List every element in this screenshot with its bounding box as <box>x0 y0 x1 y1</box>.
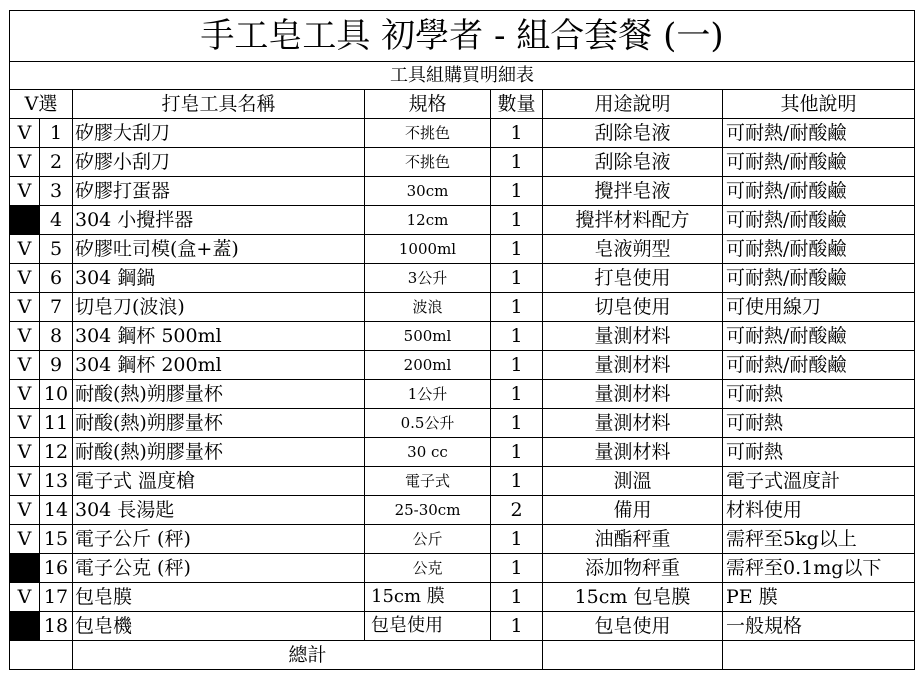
item-other-cell: 可耐熱/耐酸鹼 <box>723 206 915 235</box>
item-qty-cell: 1 <box>491 119 543 148</box>
item-number-cell: 10 <box>40 380 73 409</box>
select-mark-cell[interactable] <box>10 206 40 235</box>
item-name-cell: 矽膠小刮刀 <box>73 148 365 177</box>
item-use-cell: 量測材料 <box>543 380 723 409</box>
table-row <box>10 177 915 206</box>
item-name-cell: 304 鋼鍋 <box>73 264 365 293</box>
item-number-cell: 17 <box>40 583 73 612</box>
item-name-cell: 切皂刀(波浪) <box>73 293 365 322</box>
select-mark-cell[interactable]: V <box>10 438 40 467</box>
header-qty: 數量 <box>491 90 543 119</box>
item-qty-cell: 1 <box>491 264 543 293</box>
item-use-cell: 量測材料 <box>543 409 723 438</box>
sheet-title: 手工皂工具 初學者 - 組合套餐 (一) <box>10 11 915 62</box>
item-spec-cell: 12cm <box>365 206 491 235</box>
item-use-cell: 量測材料 <box>543 351 723 380</box>
item-use-cell: 刮除皂液 <box>543 119 723 148</box>
table-row <box>10 467 915 496</box>
item-number-cell: 15 <box>40 525 73 554</box>
item-qty-cell: 1 <box>491 293 543 322</box>
header-name: 打皂工具名稱 <box>73 90 365 119</box>
item-qty-cell: 1 <box>491 351 543 380</box>
table-row <box>10 235 915 264</box>
table-row <box>10 119 915 148</box>
item-number-cell: 14 <box>40 496 73 525</box>
table-row <box>10 380 915 409</box>
item-number-cell: 11 <box>40 409 73 438</box>
table-row <box>10 496 915 525</box>
table-row <box>10 438 915 467</box>
item-name-cell: 耐酸(熱)朔膠量杯 <box>73 409 365 438</box>
item-name-cell: 電子公斤 (秤) <box>73 525 365 554</box>
item-name-cell: 包皂機 <box>73 612 365 641</box>
item-number-cell: 5 <box>40 235 73 264</box>
item-qty-cell: 1 <box>491 583 543 612</box>
table-row <box>10 148 915 177</box>
item-use-cell: 量測材料 <box>543 322 723 351</box>
item-qty-cell: 1 <box>491 467 543 496</box>
item-name-cell: 304 鋼杯 500ml <box>73 322 365 351</box>
table-row <box>10 612 915 641</box>
item-number-cell: 9 <box>40 351 73 380</box>
table-row <box>10 409 915 438</box>
total-label: 總計 <box>73 641 543 670</box>
item-other-cell: 可耐熱 <box>723 438 915 467</box>
item-number-cell: 4 <box>40 206 73 235</box>
item-spec-cell: 25-30cm <box>365 496 491 525</box>
item-spec-cell: 15cm 膜 <box>365 583 491 612</box>
table-row <box>10 322 915 351</box>
header-other: 其他說明 <box>723 90 915 119</box>
select-mark-cell[interactable]: V <box>10 409 40 438</box>
select-mark-cell[interactable] <box>10 612 40 641</box>
item-spec-cell: 30cm <box>365 177 491 206</box>
item-number-cell: 13 <box>40 467 73 496</box>
item-spec-cell: 200ml <box>365 351 491 380</box>
item-qty-cell: 2 <box>491 496 543 525</box>
header-row <box>10 90 915 119</box>
item-other-cell: 需秤至0.1mg以下 <box>723 554 915 583</box>
select-mark-cell[interactable]: V <box>10 293 40 322</box>
item-use-cell: 測溫 <box>543 467 723 496</box>
item-name-cell: 電子式 溫度槍 <box>73 467 365 496</box>
item-other-cell: 可耐熱/耐酸鹼 <box>723 148 915 177</box>
total-row <box>10 641 915 670</box>
item-use-cell: 刮除皂液 <box>543 148 723 177</box>
item-name-cell: 304 小攪拌器 <box>73 206 365 235</box>
item-use-cell: 打皂使用 <box>543 264 723 293</box>
item-qty-cell: 1 <box>491 206 543 235</box>
item-number-cell: 3 <box>40 177 73 206</box>
item-qty-cell: 1 <box>491 380 543 409</box>
select-mark-cell[interactable]: V <box>10 322 40 351</box>
item-spec-cell: 1公升 <box>365 380 491 409</box>
item-use-cell: 攪拌皂液 <box>543 177 723 206</box>
total-use-cell <box>543 641 723 670</box>
table-row <box>10 293 915 322</box>
item-name-cell: 耐酸(熱)朔膠量杯 <box>73 380 365 409</box>
select-mark-cell[interactable]: V <box>10 467 40 496</box>
item-other-cell: 可使用線刀 <box>723 293 915 322</box>
item-name-cell: 耐酸(熱)朔膠量杯 <box>73 438 365 467</box>
item-use-cell: 包皂使用 <box>543 612 723 641</box>
item-other-cell: PE 膜 <box>723 583 915 612</box>
item-qty-cell: 1 <box>491 525 543 554</box>
item-other-cell: 可耐熱/耐酸鹼 <box>723 235 915 264</box>
item-number-cell: 18 <box>40 612 73 641</box>
tool-order-table <box>9 10 915 670</box>
item-other-cell: 可耐熱/耐酸鹼 <box>723 264 915 293</box>
select-mark-cell[interactable]: V <box>10 148 40 177</box>
item-spec-cell: 1000ml <box>365 235 491 264</box>
item-other-cell: 可耐熱/耐酸鹼 <box>723 351 915 380</box>
item-spec-cell: 包皂使用 <box>365 612 491 641</box>
item-use-cell: 切皂使用 <box>543 293 723 322</box>
item-number-cell: 2 <box>40 148 73 177</box>
item-use-cell: 油酯秤重 <box>543 525 723 554</box>
item-spec-cell: 3公升 <box>365 264 491 293</box>
item-spec-cell: 30 cc <box>365 438 491 467</box>
item-use-cell: 添加物秤重 <box>543 554 723 583</box>
item-number-cell: 1 <box>40 119 73 148</box>
order-sheet <box>9 10 914 672</box>
item-name-cell: 包皂膜 <box>73 583 365 612</box>
item-use-cell: 備用 <box>543 496 723 525</box>
item-qty-cell: 1 <box>491 235 543 264</box>
item-qty-cell: 1 <box>491 322 543 351</box>
item-spec-cell: 不挑色 <box>365 119 491 148</box>
item-qty-cell: 1 <box>491 438 543 467</box>
select-mark-cell[interactable]: V <box>10 380 40 409</box>
select-mark-cell[interactable]: V <box>10 177 40 206</box>
item-other-cell: 電子式溫度計 <box>723 467 915 496</box>
table-row <box>10 206 915 235</box>
item-spec-cell: 500ml <box>365 322 491 351</box>
item-name-cell: 矽膠吐司模(盒+蓋) <box>73 235 365 264</box>
item-other-cell: 可耐熱/耐酸鹼 <box>723 177 915 206</box>
item-spec-cell: 波浪 <box>365 293 491 322</box>
item-other-cell: 需秤至5kg以上 <box>723 525 915 554</box>
item-other-cell: 可耐熱/耐酸鹼 <box>723 322 915 351</box>
select-mark-cell[interactable]: V <box>10 496 40 525</box>
select-mark-cell[interactable] <box>10 554 40 583</box>
item-use-cell: 皂液朔型 <box>543 235 723 264</box>
item-spec-cell: 公斤 <box>365 525 491 554</box>
item-spec-cell: 公克 <box>365 554 491 583</box>
table-row <box>10 525 915 554</box>
item-spec-cell: 電子式 <box>365 467 491 496</box>
table-row <box>10 351 915 380</box>
item-qty-cell: 1 <box>491 148 543 177</box>
header-spec: 規格 <box>365 90 491 119</box>
total-other-cell <box>723 641 915 670</box>
item-use-cell: 15cm 包皂膜 <box>543 583 723 612</box>
item-name-cell: 304 長湯匙 <box>73 496 365 525</box>
select-mark-cell[interactable]: V <box>10 119 40 148</box>
item-name-cell: 矽膠大刮刀 <box>73 119 365 148</box>
total-empty-cell <box>10 641 73 670</box>
item-spec-cell: 不挑色 <box>365 148 491 177</box>
select-mark-cell[interactable]: V <box>10 525 40 554</box>
item-qty-cell: 1 <box>491 177 543 206</box>
header-use: 用途說明 <box>543 90 723 119</box>
item-qty-cell: 1 <box>491 554 543 583</box>
select-mark-cell[interactable]: V <box>10 583 40 612</box>
item-name-cell: 矽膠打蛋器 <box>73 177 365 206</box>
item-other-cell: 可耐熱 <box>723 409 915 438</box>
select-mark-cell[interactable]: V <box>10 264 40 293</box>
table-row <box>10 264 915 293</box>
table-row <box>10 583 915 612</box>
sheet-subtitle: 工具組購買明細表 <box>10 62 915 90</box>
item-number-cell: 16 <box>40 554 73 583</box>
item-number-cell: 6 <box>40 264 73 293</box>
item-other-cell: 一般規格 <box>723 612 915 641</box>
item-name-cell: 304 鋼杯 200ml <box>73 351 365 380</box>
table-row <box>10 554 915 583</box>
select-mark-cell[interactable]: V <box>10 351 40 380</box>
item-spec-cell: 0.5公升 <box>365 409 491 438</box>
item-other-cell: 材料使用 <box>723 496 915 525</box>
item-other-cell: 可耐熱 <box>723 380 915 409</box>
item-qty-cell: 1 <box>491 612 543 641</box>
item-number-cell: 7 <box>40 293 73 322</box>
item-name-cell: 電子公克 (秤) <box>73 554 365 583</box>
item-use-cell: 攪拌材料配方 <box>543 206 723 235</box>
item-qty-cell: 1 <box>491 409 543 438</box>
header-select: V選 <box>10 90 73 119</box>
item-number-cell: 8 <box>40 322 73 351</box>
item-number-cell: 12 <box>40 438 73 467</box>
item-other-cell: 可耐熱/耐酸鹼 <box>723 119 915 148</box>
select-mark-cell[interactable]: V <box>10 235 40 264</box>
item-use-cell: 量測材料 <box>543 438 723 467</box>
